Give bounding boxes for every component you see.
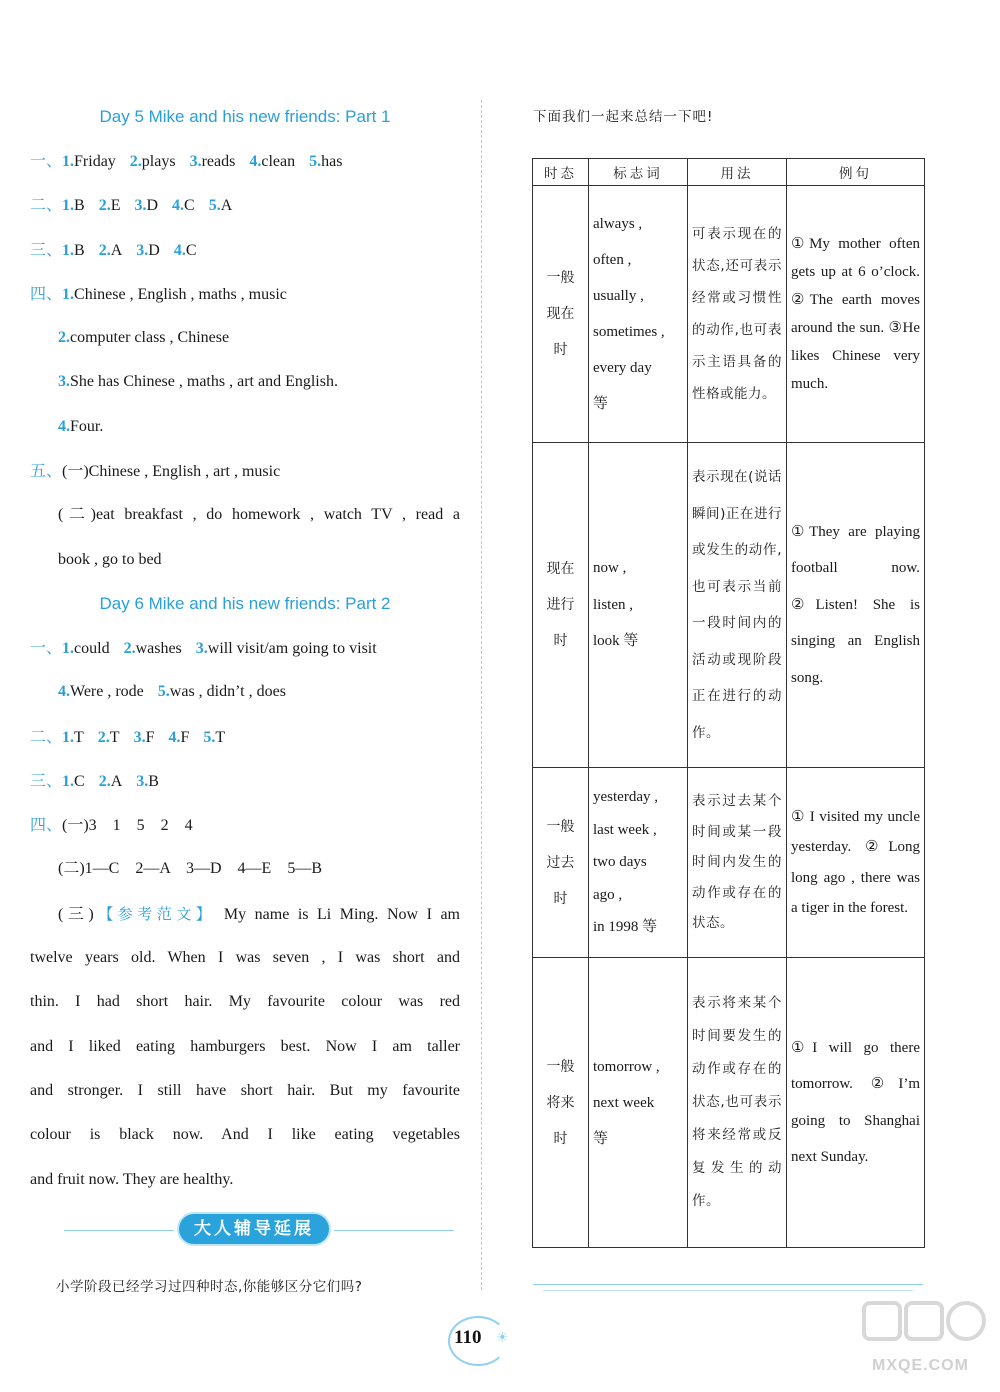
day5-section-5-part-2: (二)eat breakfast , do homework , watch TV , read a: [58, 506, 460, 524]
tense-name: 一般 过去 时: [533, 768, 589, 958]
table-row: [533, 768, 925, 958]
tense-question: 小学阶段已经学习过四种时态,你能够区分它们吗?: [56, 1279, 363, 1295]
signal-words: always , often , usually , sometimes , every day 等: [589, 186, 688, 443]
essay-line: and stronger. I still have short hair. But my favourite: [30, 1081, 460, 1099]
signal-words: tomorrow , next week 等: [589, 958, 688, 1248]
day5-section-4-item-3: 3.She has Chinese , maths , art and English.: [58, 373, 338, 391]
banner-line-right: [334, 1230, 454, 1231]
table-row: [533, 443, 925, 768]
day6-section-3: 三、1.C 2.A 3.B: [30, 770, 159, 790]
example: ①I will go there tomorrow. ②I’m going to Shanghai next Sunday.: [787, 958, 925, 1248]
usage: 可表示现在的状态,还可表示经常或习惯性的动作,也可表示主语具备的性格或能力。: [688, 186, 787, 443]
usage: 表示将来某个时间要发生的动作或存在的状态,也可表示将来经常或反复发生的动作。: [688, 958, 787, 1248]
day6-section-4-part-2: (二)1—C 2—A 3—D 4—E 5—B: [58, 860, 323, 878]
example: ①My mother often gets up at 6 o’clock. ②The earth moves around the sun. ③He likes Chinese very much.: [787, 186, 925, 443]
day6-section-1: 一、1.could 2.washes 3.will visit/am going to visit: [30, 637, 377, 657]
tense-name: 现在 进行 时: [533, 443, 589, 768]
day6-section-1-cont: 4.Were , rode 5.was , didn’t , does: [58, 683, 286, 701]
answer-column: [30, 95, 460, 1202]
header-signal-words: 标志词: [589, 159, 688, 186]
day6-section-4-part-3: (三)【参考范文】 My name is Li Ming. Now I am: [58, 904, 460, 923]
day6-section-2: 二、1.T 2.T 3.F 4.F 5.T: [30, 726, 226, 746]
day5-section-3: 三、1.B 2.A 3.D 4.C: [30, 239, 197, 259]
example: ① I visited my uncle yesterday. ②Long long ago , there was a tiger in the forest.: [787, 768, 925, 958]
watermark-icon: [860, 1295, 990, 1357]
day5-section-5-part-2-cont: book , go to bed: [58, 550, 162, 568]
day5-title: Day 5 Mike and his new friends: Part 1: [99, 107, 391, 126]
watermark-logo: [860, 1295, 990, 1385]
column-divider: [481, 100, 482, 1290]
day6-title: Day 6 Mike and his new friends: Part 2: [99, 593, 391, 613]
usage: 表示过去某个时间或某一段时间内发生的动作或存在的状态。: [688, 768, 787, 958]
day6-section-4-part-1: 四、(一)3 1 5 2 4: [30, 815, 193, 835]
banner-line-left: [64, 1230, 174, 1231]
watermark-text: MXQE.COM: [872, 1357, 969, 1374]
page-number: 110 ☀: [448, 1316, 520, 1366]
example: ①They are playing football now. ②Listen! She is singing an English song.: [787, 443, 925, 768]
day5-section-4-item-4: 4.Four.: [58, 417, 104, 435]
essay-line: thin. I had short hair. My favourite colour was red: [30, 993, 460, 1011]
tense-name: 一般 将来 时: [533, 958, 589, 1248]
table-header-row: [533, 159, 925, 186]
essay-line: colour is black now. And I like eating vegetables: [30, 1126, 460, 1144]
signal-words: now , listen , look 等: [589, 443, 688, 768]
day5-section-5-part-1: 五、(一)Chinese , English , art , music: [30, 461, 281, 481]
tense-summary-table: [532, 158, 925, 1248]
day5-section-4-item-1: 四、1.Chinese , English , maths , music: [30, 283, 287, 303]
tense-name: 一般 现在 时: [533, 186, 589, 443]
header-usage: 用法: [688, 159, 787, 186]
day5-section-4-item-2: 2.computer class , Chinese: [58, 329, 230, 347]
day5-section-2: 二、1.B 2.E 3.D 4.C 5.A: [30, 195, 233, 215]
reference-essay-tag: 【参考范文】: [93, 904, 216, 923]
parent-guide-banner: [64, 1210, 454, 1250]
page-number-ornament: ☀: [496, 1331, 509, 1346]
essay-line: and I liked eating hamburgers best. Now I am taller: [30, 1037, 460, 1055]
header-tense: 时态: [533, 159, 589, 186]
signal-words: yesterday , last week , two days ago , in 1998 等: [589, 768, 688, 958]
day5-section-1: 一、1.Friday 2.plays 3.reads 4.clean 5.has: [30, 151, 343, 170]
table-row: [533, 186, 925, 443]
banner-label: 大人辅导延展: [179, 1214, 329, 1244]
header-example: 例句: [787, 159, 925, 186]
table-row: [533, 958, 925, 1248]
summary-title: 下面我们一起来总结一下吧!: [533, 109, 714, 125]
usage: 表示现在(说话瞬间)正在进行或发生的动作,也可表示当前一段时间内的活动或现阶段正在进行的动作。: [688, 443, 787, 768]
essay-line: and fruit now. They are healthy.: [30, 1170, 234, 1188]
essay-line: twelve years old. When I was seven , I was short and: [30, 949, 460, 967]
